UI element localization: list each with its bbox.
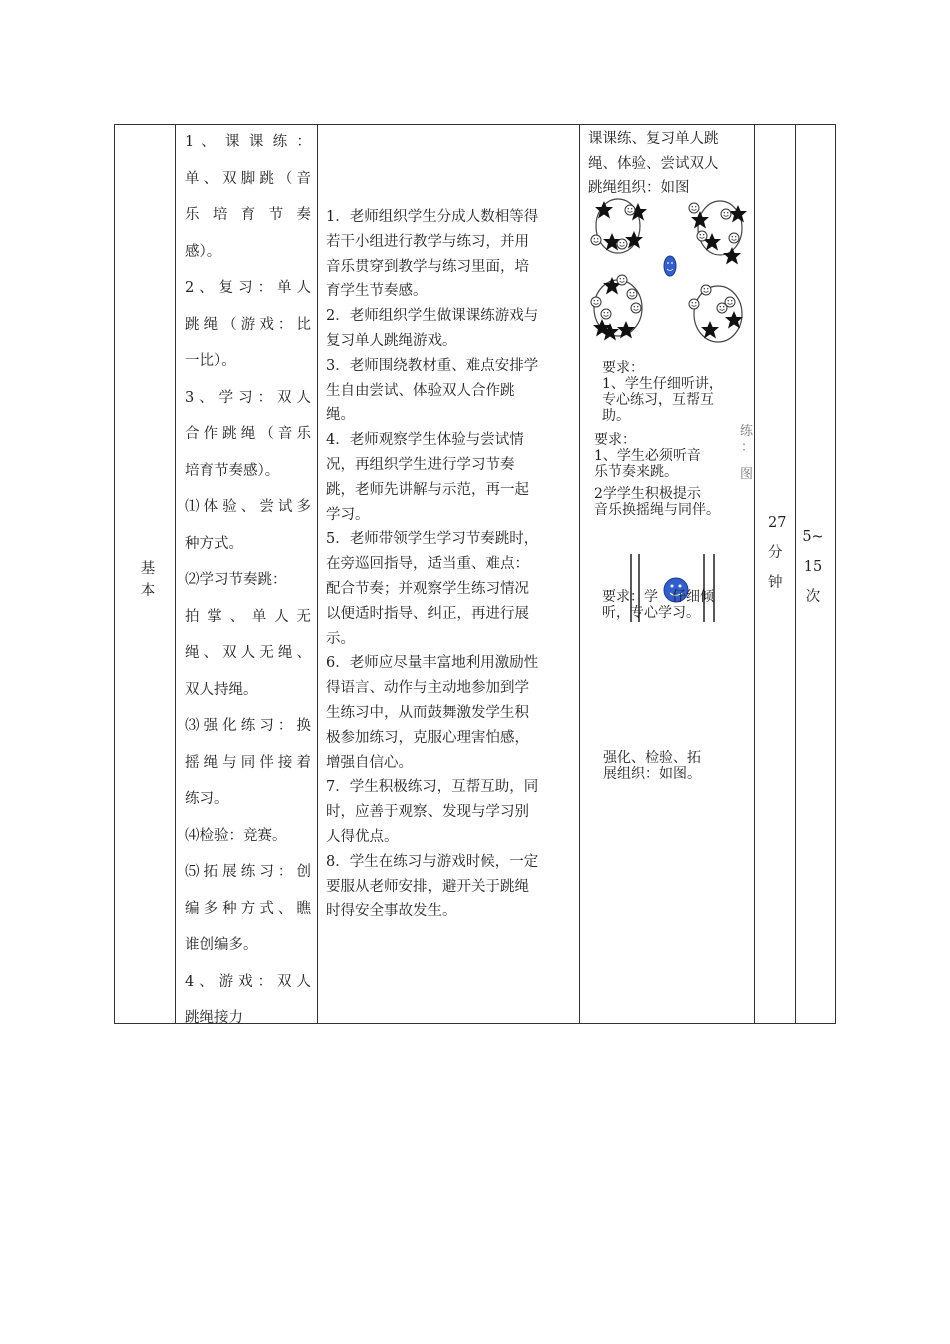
- method-line: 若干小组进行教学与练习，并用: [326, 233, 529, 250]
- method-line: 得语言、动作与主动地参加到学: [326, 680, 529, 697]
- content-line: 拍 掌 、 单 人 无: [185, 608, 311, 625]
- formation-diagram: [582, 190, 752, 350]
- smiley-face-icon: [729, 233, 739, 243]
- content-column: [185, 124, 311, 1037]
- smiley-face-icon: [601, 309, 611, 319]
- method-line: 绳。: [326, 407, 355, 424]
- requirement-line: 1、学生仔细听讲，: [602, 376, 723, 392]
- table-border: [795, 124, 796, 1024]
- overlap-fragment: ：: [741, 440, 755, 455]
- smiley-face-icon: [617, 239, 627, 249]
- requirement-line: 乐节奏来跳。: [594, 464, 678, 480]
- method-line: 音乐贯穿到教学与练习里面，培: [326, 258, 529, 275]
- requirement-line: 1、学生必须听音: [594, 448, 701, 464]
- strengthen-organization: [603, 750, 701, 782]
- method-line: 示。: [326, 630, 355, 647]
- content-line: ⑸拓展练习：创: [185, 864, 311, 880]
- content-line: 合作跳绳（音乐: [185, 426, 311, 442]
- content-line: ⑷检验：竞赛。: [185, 827, 287, 844]
- content-line: 3、学习：双人: [185, 389, 311, 406]
- content-line: ⑵学习节奏跳：: [185, 572, 287, 588]
- time-cell: [768, 508, 787, 598]
- time-value: 27: [768, 515, 787, 531]
- content-line: 跳绳接力: [185, 1010, 243, 1026]
- reps-unit: 次: [805, 589, 821, 605]
- method-line: 况，再组织学生进行学习节奏: [326, 456, 515, 473]
- method-line: 要服从老师安排，避开关于跳绳: [326, 878, 529, 895]
- method-line: 3．老师围绕教材重、难点安排学: [326, 357, 539, 374]
- organization-line: 跳绳组织：如图: [588, 180, 690, 196]
- star-icon: [691, 211, 709, 229]
- method-line: 人得优点。: [326, 828, 399, 845]
- content-line: 2、复习：单人: [185, 280, 311, 296]
- content-line: 4、游戏：双人: [185, 973, 311, 990]
- smiley-face-icon: [591, 235, 601, 245]
- overlap-text: 音乐换摇绳与同伴。: [594, 502, 720, 518]
- requirement-block: [602, 589, 714, 621]
- smiley-face-icon: [689, 299, 699, 309]
- requirement-line: 助。: [602, 408, 630, 424]
- overlap-text: 2学学生积极提示: [594, 486, 701, 502]
- requirement-title: 要求：: [594, 432, 636, 448]
- smiley-face-icon: [701, 285, 711, 295]
- method-line: 极参加练习，克服心理害怕感，: [326, 729, 529, 746]
- table-border: [175, 124, 176, 1024]
- smiley-face-icon: [721, 209, 731, 219]
- requirement-line: 听，专心学习。: [602, 605, 700, 621]
- time-unit: 钟: [768, 575, 783, 591]
- requirement-text: 仔细倾: [672, 589, 714, 605]
- star-icon: [723, 247, 741, 265]
- reps-value: 5~: [802, 529, 824, 545]
- method-line: 学习。: [326, 506, 370, 523]
- smiley-face-icon: [717, 303, 727, 313]
- reps-value: 15: [803, 559, 823, 575]
- requirement-line: [602, 589, 714, 605]
- content-line: 编多种方式、瞧: [185, 900, 311, 917]
- content-line: 双人持绳。: [185, 681, 258, 698]
- table-border: [579, 124, 580, 1024]
- method-line: 在旁巡回指导，适当重、难点：: [326, 556, 529, 573]
- organization-line: 展组织：如图。: [603, 766, 701, 782]
- method-line: 1．老师组织学生分成人数相等得: [326, 209, 539, 225]
- table-border: [114, 124, 115, 1024]
- method-line: 6．老师应尽量丰富地利用激励性: [326, 655, 539, 672]
- organization-line: 课课练、复习单人跳: [588, 131, 719, 147]
- time-unit: 分: [768, 545, 783, 561]
- section-label: 基本: [140, 561, 156, 599]
- content-line: 单、双脚跳（音: [185, 170, 311, 187]
- method-line: 育学生节奏感。: [326, 283, 428, 300]
- requirement-block: [594, 432, 701, 480]
- content-line: ⑴体验、尝试多: [185, 499, 311, 515]
- content-line: 谁创编多。: [185, 937, 258, 953]
- content-line: 乐 培 育 节 奏: [185, 207, 311, 223]
- reps-cell: [802, 522, 824, 612]
- method-line: 7．学生积极练习，互帮互助，同: [326, 779, 539, 796]
- method-line: 以便适时指导、纠正，再进行展: [326, 605, 529, 622]
- method-line: 5．老师带领学生学习节奏跳时，: [326, 531, 539, 548]
- star-icon: [729, 205, 747, 223]
- requirement-text: 要求：学: [602, 589, 658, 605]
- content-line: 绳、双人无绳、: [185, 645, 311, 661]
- method-line: 时，应善于观察、发现与学习别: [326, 804, 529, 821]
- content-line: 培育节奏感）。: [185, 462, 280, 479]
- smiley-face-icon: [689, 203, 699, 213]
- method-line: 生练习中，从而鼓舞激发学生积: [326, 704, 529, 721]
- overlap-fragment: 练: [740, 424, 754, 439]
- requirement-title: 要求：: [602, 360, 644, 376]
- content-line: 一比）。: [185, 353, 236, 369]
- method-line: 增强自信心。: [326, 754, 413, 771]
- smiley-face-icon: [627, 289, 637, 299]
- method-line: 跳，老师先讲解与示范，再一起: [326, 481, 529, 498]
- overlap-fragment: 图: [740, 467, 754, 482]
- requirement-line: 专心练习，互帮互: [602, 392, 714, 408]
- smiley-face-icon: [631, 303, 641, 313]
- content-line: 种方式。: [185, 535, 243, 552]
- method-line: 时得安全事故发生。: [326, 903, 457, 920]
- organization-line: 强化、检验、拓: [603, 750, 701, 766]
- smiley-face-icon: [591, 297, 601, 307]
- star-icon: [625, 231, 643, 249]
- method-column: [326, 205, 574, 924]
- smiley-face-icon: [697, 231, 707, 241]
- smiley-face-icon: [625, 205, 635, 215]
- method-line: 8．学生在练习与游戏时候，一定: [326, 853, 539, 870]
- content-line: 感）。: [185, 243, 222, 260]
- method-line: 2．老师组织学生做课课练游戏与: [326, 308, 539, 325]
- jump-rope-loop-icon: [698, 201, 742, 255]
- requirement-block: [602, 360, 723, 424]
- method-line: 生自由尝试、体验双人合作跳: [326, 382, 515, 399]
- method-line: 配合节奏；并观察学生练习情况: [326, 580, 529, 597]
- content-line: 摇绳与同伴接着: [185, 754, 311, 771]
- table-border: [754, 124, 755, 1024]
- content-line: 跳绳（游戏：比: [185, 316, 311, 333]
- smiley-face-icon: [617, 275, 627, 285]
- content-line: 练习。: [185, 791, 229, 807]
- content-line: 1 、 课 课 练 ：: [185, 134, 311, 150]
- content-line: ⑶强化练习：换: [185, 718, 311, 734]
- method-line: 4．老师观察学生体验与尝试情: [326, 432, 524, 449]
- table-border: [835, 124, 836, 1024]
- method-line: 复习单人跳绳游戏。: [326, 332, 457, 349]
- table-border: [317, 124, 318, 1024]
- organization-line: 绳、体验、尝试双人: [588, 155, 719, 172]
- teacher-face-icon: [664, 256, 676, 276]
